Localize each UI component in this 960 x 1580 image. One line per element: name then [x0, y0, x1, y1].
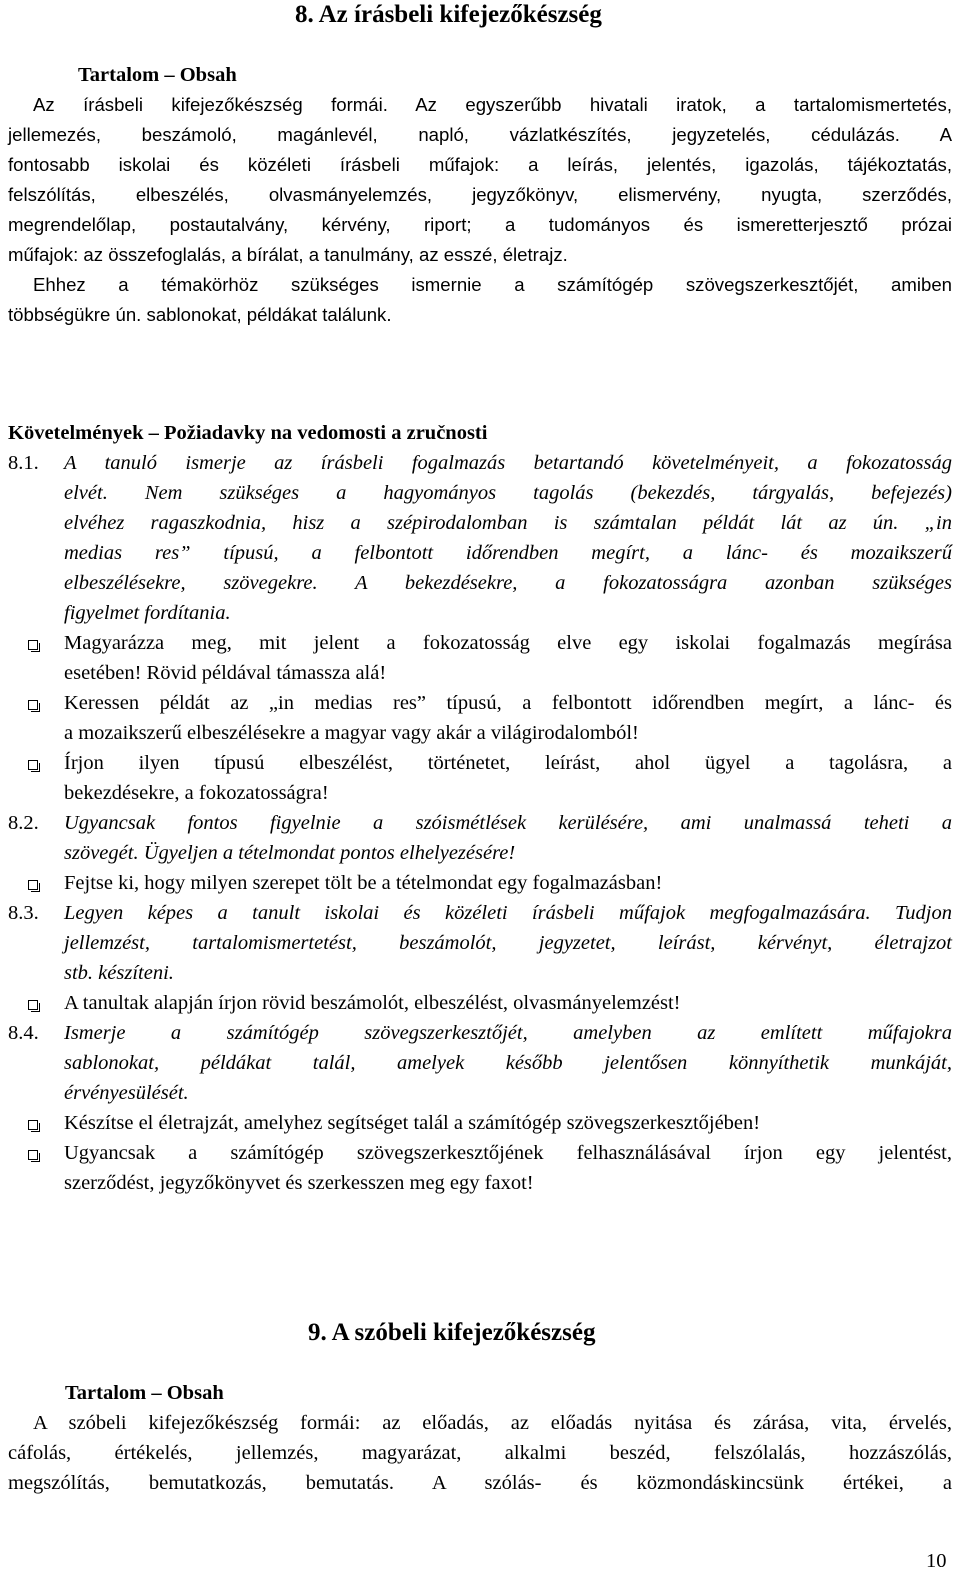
text-line: Ugyancsak a számítógép szövegszerkesztőjének felhasználásával írjon egy jelentést, [64, 1142, 952, 1164]
requirement-item [8, 1018, 952, 1108]
text-line: elvéhez ragaszkodnia, hisz a szépirodalomban is számtalan példát lát az ún. „in [64, 512, 952, 534]
task-item [8, 688, 952, 748]
section-9-subhead: Tartalom – Obsah [65, 1382, 224, 1404]
section-8-paragraph-1 [8, 90, 952, 270]
text-line: Fejtse ki, hogy milyen szerepet tölt be a tételmondat egy fogalmazásban! [64, 872, 663, 894]
text-line: sablonokat, példákat talál, amelyek később jelentősen könnyíthetik munkáját, [64, 1052, 952, 1074]
task-text [64, 748, 952, 808]
text-line: elbeszélésekre, szövegekre. A bekezdésekre, a fokozatosságra azonban szükséges [64, 572, 952, 594]
checkbox-bullet-icon [8, 688, 64, 748]
section-9-paragraph-1 [8, 1408, 952, 1498]
checkbox-bullet-icon [8, 988, 64, 1018]
text-line: Magyarázza meg, mit jelent a fokozatosság elve egy iskolai fogalmazás megírása [64, 632, 952, 654]
task-item [8, 1108, 952, 1138]
text-line: szerződést, jegyzőkönyvet és szerkesszen meg egy faxot! [64, 1172, 534, 1194]
requirement-number: 8.3. [8, 902, 39, 924]
section-9-title: 9. A szóbeli kifejezőkészség [308, 1319, 596, 1346]
requirement-text [64, 808, 952, 868]
text-line: figyelmet fordítania. [64, 602, 231, 624]
requirement-number: 8.1. [8, 452, 39, 474]
paragraph-line: A szóbeli kifejezőkészség formái: az előadás, az előadás nyitása és zárása, vita, érvelés, [33, 1412, 952, 1434]
requirements-block [8, 418, 952, 1198]
checkbox-bullet-icon [8, 1108, 64, 1138]
task-text [64, 1138, 952, 1198]
section-9-content [8, 1378, 952, 1498]
text-line: Ismerje a számítógép szövegszerkesztőjét, amelyben az említett műfajokra [64, 1022, 952, 1044]
page-number: 10 [926, 1550, 947, 1572]
requirement-item [8, 448, 952, 628]
task-text [64, 988, 952, 1018]
requirement-item [8, 898, 952, 988]
task-item [8, 988, 952, 1018]
paragraph-line: műfajok: az összefoglalás, a bírálat, a tanulmány, az esszé, életrajz. [8, 244, 568, 265]
text-line: esetében! Rövid példával támassza alá! [64, 662, 387, 684]
text-line: A tanuló ismerje az írásbeli fogalmazás betartandó követelményeit, a fokozatosság [64, 452, 952, 474]
paragraph-line: megrendelőlap, postautalvány, kérvény, riport; a tudományos és ismeretterjesztő prózai [8, 214, 952, 235]
requirement-item [8, 808, 952, 868]
paragraph-line: felszólítás, elbeszélés, olvasmányelemzés, jegyzőkönyv, elismervény, nyugta, szerződés, [8, 184, 952, 205]
text-line: jellemzést, tartalomismertetést, beszámolót, jegyzetet, leírást, kérvényt, életrajzot [64, 932, 952, 954]
text-line: Készítse el életrajzát, amelyhez segítséget talál a számítógép szövegszerkesztőjében! [64, 1112, 761, 1134]
requirement-text [64, 898, 952, 988]
paragraph-line: megszólítás, bemutatkozás, bemutatás. A szólás- és közmondáskincsünk értékei, a [8, 1472, 952, 1494]
task-item [8, 748, 952, 808]
task-item [8, 1138, 952, 1198]
text-line: medias res” típusú, a felbontott időrendben megírt, a lánc- és mozaikszerű [64, 542, 952, 564]
checkbox-bullet-icon [8, 1138, 64, 1198]
text-line: elvét. Nem szükséges a hagyományos tagolás (bekezdés, tárgyalás, befejezés) [64, 482, 952, 504]
section-8-title: 8. Az írásbeli kifejezőkészség [295, 1, 602, 28]
requirements-title: Követelmények – Požiadavky na vedomosti a zručnosti [8, 422, 488, 444]
text-line: a mozaikszerű elbeszélésekre a magyar vagy akár a világirodalomból! [64, 722, 639, 744]
section-8-paragraph-2 [8, 270, 952, 330]
section-8-subhead: Tartalom – Obsah [78, 64, 237, 86]
text-line: Legyen képes a tanult iskolai és közéleti írásbeli műfajok megfogalmazására. Tudjon [64, 902, 952, 924]
task-text [64, 688, 952, 748]
paragraph-line: jellemezés, beszámoló, magánlevél, napló, vázlatkészítés, jegyzetelés, cédulázás. A [8, 124, 952, 145]
text-line: Ugyancsak fontos figyelnie a szóismétlések kerülésére, ami unalmassá teheti a [64, 812, 952, 834]
checkbox-bullet-icon [8, 868, 64, 898]
section-8-content [8, 60, 952, 330]
requirement-text [64, 448, 952, 628]
requirement-number: 8.2. [8, 812, 39, 834]
text-line: szövegét. Ügyeljen a tételmondat pontos elhelyezésére! [64, 842, 516, 864]
checkbox-bullet-icon [8, 628, 64, 688]
task-text [64, 868, 952, 898]
paragraph-line: cáfolás, értékelés, jellemzés, magyarázat, alkalmi beszéd, felszólalás, hozzászólás, [8, 1442, 952, 1464]
task-item [8, 868, 952, 898]
paragraph-line: többségükre ún. sablonokat, példákat találunk. [8, 304, 392, 325]
checkbox-bullet-icon [8, 748, 64, 808]
paragraph-line: Az írásbeli kifejezőkészség formái. Az egyszerűbb hivatali iratok, a tartalomismertetés, [33, 94, 952, 115]
text-line: Írjon ilyen típusú elbeszélést, történetet, leírást, ahol ügyel a tagolásra, a [64, 752, 952, 774]
paragraph-line: Ehhez a témakörhöz szükséges ismernie a számítógép szövegszerkesztőjét, amiben [33, 274, 952, 295]
task-item [8, 628, 952, 688]
text-line: bekezdésekre, a fokozatosságra! [64, 782, 329, 804]
text-line: stb. készíteni. [64, 962, 174, 984]
task-text [64, 628, 952, 688]
paragraph-line: fontosabb iskolai és közéleti írásbeli műfajok: a leírás, jelentés, igazolás, tájékoztatás, [8, 154, 952, 175]
text-line: Keressen példát az „in medias res” típusú, a felbontott időrendben megírt, a lánc- és [64, 692, 952, 714]
requirement-text [64, 1018, 952, 1108]
requirement-number: 8.4. [8, 1022, 39, 1044]
text-line: A tanultak alapján írjon rövid beszámolót, elbeszélést, olvasmányelemzést! [64, 992, 681, 1014]
task-text [64, 1108, 952, 1138]
text-line: érvényesülését. [64, 1082, 189, 1104]
